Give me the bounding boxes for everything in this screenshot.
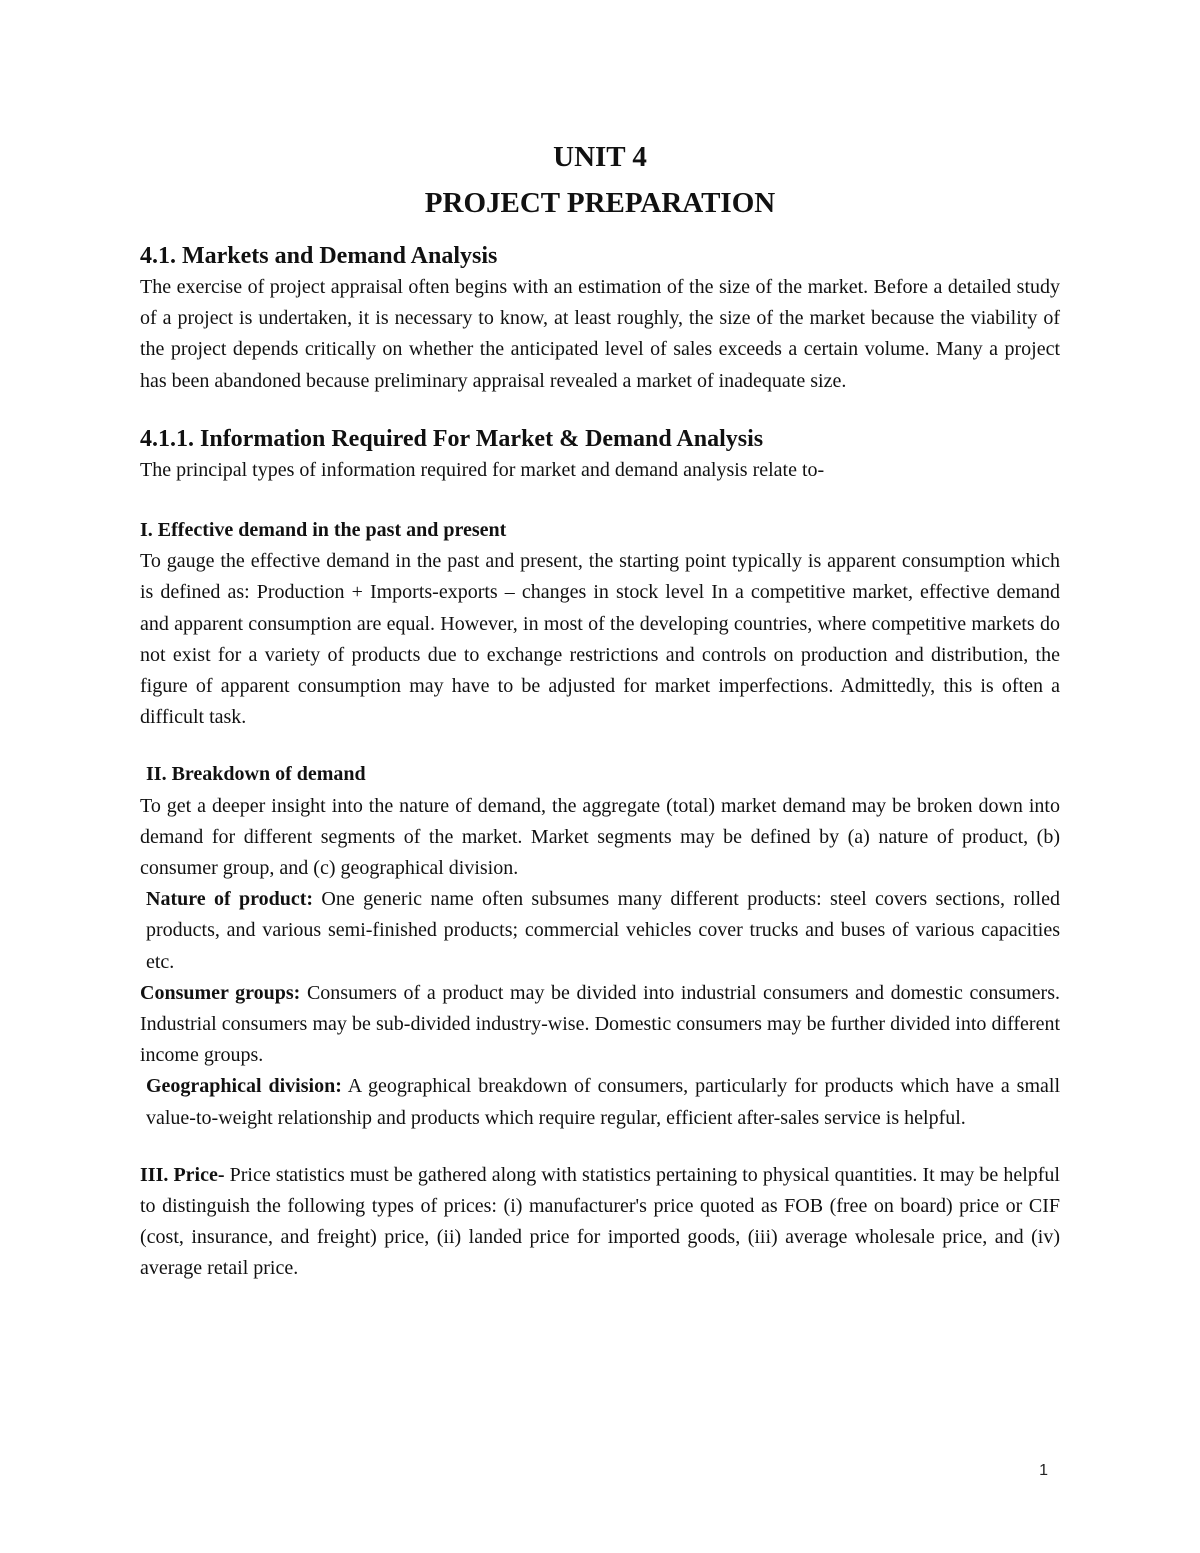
spacer bbox=[140, 1134, 1060, 1160]
geographical-division-text: A geographical breakdown of consumers, particularly for products which have a small value-to-weight relationship and products which require regular, efficient after-sales service is helpful. bbox=[146, 1075, 1060, 1129]
item-3-paragraph bbox=[140, 1160, 1060, 1285]
spacer bbox=[140, 733, 1060, 759]
nature-of-product-label: Nature of product: bbox=[146, 888, 314, 911]
nature-of-product-text: One generic name often subsumes many different products: steel covers sections, rolled products, and various semi-finished products; commercial vehicles cover trucks and buses of various capacities etc. bbox=[146, 888, 1060, 973]
item-2-paragraph: To get a deeper insight into the nature of demand, the aggregate (total) market demand may be broken down into demand for different segments of the market. Market segments may be defined by (a) nature of product, (b) consumer group, and (c) geographical division. bbox=[140, 794, 1060, 880]
consumer-groups-text: Consumers of a product may be divided into industrial consumers and domestic consumers. Industrial consumers may be sub-divided industry-wise. Domestic consumers may be further divided into different income groups. bbox=[140, 981, 1061, 1067]
section-4-1-heading: 4.1. Markets and Demand Analysis bbox=[140, 243, 498, 269]
geographical-division-paragraph bbox=[140, 1071, 1060, 1133]
consumer-groups-label: Consumer groups: bbox=[140, 981, 301, 1004]
consumer-groups-paragraph bbox=[140, 978, 1060, 1072]
geographical-division-label: Geographical division: bbox=[146, 1075, 342, 1098]
spacer bbox=[140, 397, 1060, 423]
section-4-1-1-intro: The principal types of information required for market and demand analysis relate to- bbox=[140, 458, 825, 481]
item-3-label: III. Price- bbox=[140, 1163, 225, 1186]
page-number: 1 bbox=[1039, 1462, 1048, 1479]
item-1-heading: I. Effective demand in the past and present bbox=[140, 519, 507, 542]
nature-of-product-paragraph bbox=[140, 884, 1060, 978]
section-4-1-paragraph: The exercise of project appraisal often begins with an estimation of the size of the market. Before a detailed study of a project is undertaken, it is necessary to know, at least roughly, the size of the market because the viability of the project depends critically on whether the anticipated level of sales exceeds a certain volume. Many a project has been abandoned because preliminary appraisal revealed a market of inadequate size. bbox=[140, 276, 1060, 392]
document-page bbox=[140, 140, 1060, 1285]
document-title: PROJECT PREPARATION bbox=[424, 187, 776, 219]
item-3-text: Price statistics must be gathered along with statistics pertaining to physical quantities. It may be helpful to distinguish the following types of prices: (i) manufacturer's price quoted as FOB (free on board) price or CIF (cost, insurance, and freight) price, (ii) landed price for imported goods, (iii) average wholesale price, and (iv) average retail price. bbox=[140, 1163, 1060, 1280]
unit-label: UNIT 4 bbox=[553, 141, 647, 173]
section-4-1-1-heading: 4.1.1. Information Required For Market & Demand Analysis bbox=[140, 425, 764, 452]
item-2-heading: II. Breakdown of demand bbox=[146, 763, 366, 786]
item-1-paragraph: To gauge the effective demand in the past and present, the starting point typically is apparent consumption which is defined as: Production + Imports-exports – changes in stock level In a competitive market, effective demand and apparent consumption are equal. However, in most of the developing countries, where competitive markets do not exist for a variety of products due to exchange restrictions and controls on production and distribution, the figure of apparent consumption may have to be adjusted for market imperfections. Admittedly, this is often a difficult task. bbox=[140, 550, 1060, 729]
spacer bbox=[140, 486, 1060, 515]
